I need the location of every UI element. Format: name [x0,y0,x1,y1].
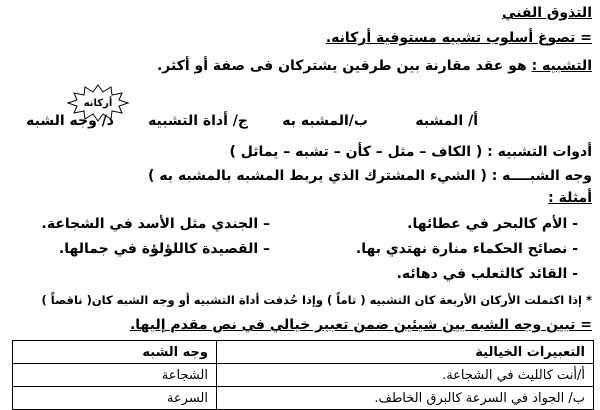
table-cell: السرعة [13,387,217,410]
tools-line: أدوات التشبيه : ( الكاف – مثل – كأن – تشبه – يماثل ) [229,144,592,160]
pillars-badge-label: أركانه [83,97,113,109]
table-cell: الشجاعة [13,364,217,387]
table-header-cell: وجه الشبه [13,341,217,364]
pillars-row [6,113,592,135]
examples-title: أمثلة : [548,190,592,206]
exercise-line: = تبين وجه الشبه بين شيئين ضمن تعبير خيالي في نص مقدم إليها. [129,317,592,333]
table-header-cell: التعبيرات الخيالية [217,341,594,364]
pillar-item: د/ وجه الشبه [26,113,114,129]
pillar-item: ب/المشبه به [282,113,368,129]
definition-text: هو عقد مقارنة بين طرفين يشتركان فى صفة أو أكثر. [156,58,527,74]
example-item: - نصائح الحكماء منارة نهتدي بها. [355,241,578,257]
definition-line [6,56,592,76]
example-item: – الجندي مثل الأسد في الشجاعة. [41,216,270,232]
definition-label: التشبيه : [531,58,592,74]
art-style-line: = تصوغ أسلوب تشبيه مستوفية أركانه. [325,30,592,46]
example-item: – القصيدة كاللؤلؤة في جمالها. [58,241,270,257]
note-line: * إذا اكتملت الأركان الأربعة كان التشبيه ( تاماً ) وإذا حُذفت أداة التشبيه أو وجه الشبه كان( ناقصاً ) [41,293,592,307]
section-title: التذوق الفني [502,5,592,21]
table-cell: ب/ الجواد في السرعة كالبرق الخاطف. [217,387,594,410]
pillar-item: أ/ المشبه [415,113,478,129]
table-cell: أ/أنت كالليث في الشجاعة. [217,364,594,387]
table-row [13,387,594,410]
aspect-line: وجه الشبــــه : ( الشيء المشترك الذي يربط المشبه بالمشبه به ) [148,168,592,184]
pillar-item: ج/ أداة التشبيه [148,113,248,129]
example-item: - القائد كالثعلب في دهائه. [396,266,578,282]
example-item: - الأم كالبحر في عطائها. [407,216,578,232]
answers-table [12,340,594,410]
table-header-row [13,341,594,364]
table-row [13,364,594,387]
